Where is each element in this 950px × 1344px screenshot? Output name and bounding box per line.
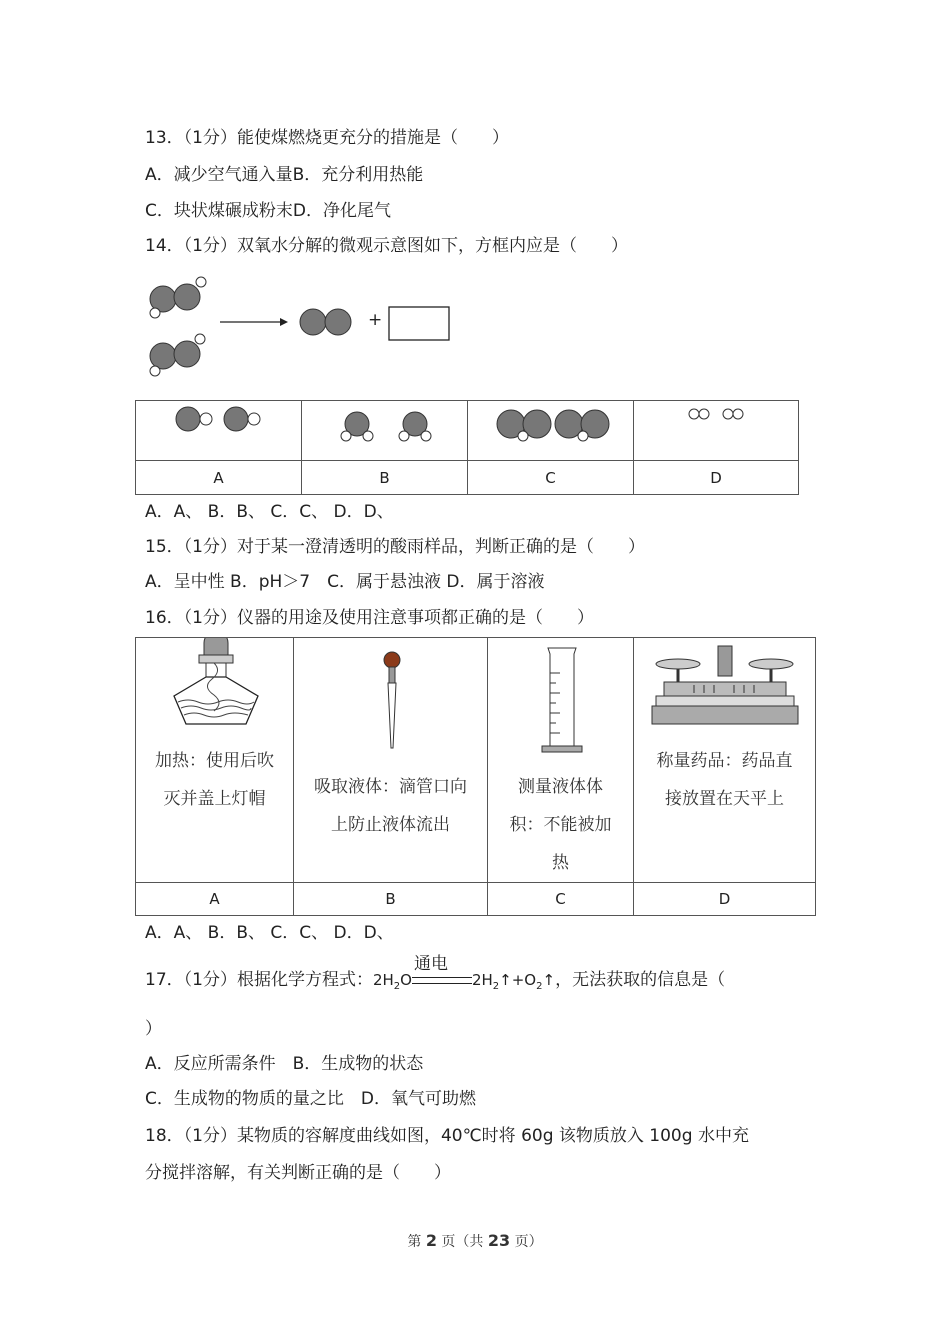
q14-plus-sign: +: [368, 310, 383, 330]
q13-stem: 13．（1分）能使煤燃烧更充分的措施是（ ）: [145, 128, 509, 148]
q14-option-d-diagram: [634, 401, 799, 461]
q18-stem-line1: 18．（1分）某物质的容解度曲线如图，40℃时将 60g 该物质放入 100g 水中充: [145, 1126, 749, 1146]
q15-options: A．呈中性 B．pH＞7 C．属于悬浊液 D．属于溶液: [145, 572, 545, 592]
q14-option-a-diagram: [136, 401, 302, 461]
q14-header-a: A: [136, 461, 302, 495]
q16-cell-b-line1: 吸取液体：滴管口向: [314, 777, 467, 797]
q16-cell-c-line1: 测量液体体: [518, 777, 603, 797]
q16-cell-d-line2: 接放置在天平上: [665, 789, 784, 809]
q17-stem-pre: 17．（1分）根据化学方程式：: [145, 970, 373, 990]
dropper-icon: [294, 638, 487, 758]
total-page-count: 23: [487, 1231, 511, 1250]
q17-options-ab: A．反应所需条件 B．生成物的状态: [145, 1054, 424, 1074]
q16-cell-a-line2: 灭并盖上灯帽: [163, 789, 266, 809]
balance-scale-icon: [634, 638, 815, 738]
q16-options-table: [135, 637, 816, 916]
q16-cell-a: [136, 638, 294, 883]
q16-cell-a-line1: 加热：使用后吹: [155, 751, 274, 771]
alcohol-lamp-icon: [136, 638, 293, 734]
q16-cell-c-line2: 积：不能被加: [509, 815, 612, 835]
q17-stem: [145, 954, 726, 992]
q15-stem: 15．（1分）对于某一澄清透明的酸雨样品，判断正确的是（ ）: [145, 537, 645, 557]
q16-cell-b-line2: 上防止液体流出: [331, 815, 450, 835]
page-footer: 第 2 页（共 23 页）: [407, 1231, 543, 1250]
q16-cell-c: [488, 638, 634, 883]
q16-header-d: D: [634, 883, 816, 916]
q13-options-cd: C．块状煤碾成粉末D．净化尾气: [145, 201, 391, 221]
q16-stem: 16．（1分）仪器的用途及使用注意事项都正确的是（ ）: [145, 608, 594, 628]
q18-stem-line2: 分搅拌溶解，有关判断正确的是（ ）: [145, 1163, 451, 1183]
q16-cell-c-line3: 热: [552, 853, 569, 873]
q16-cell-d-line1: 称量药品：药品直: [656, 751, 793, 771]
q17-stem-post: ，无法获取的信息是（: [555, 970, 726, 990]
graduated-cylinder-icon: [488, 638, 633, 760]
current-page-number: 2: [425, 1231, 437, 1250]
q14-header-d: D: [634, 461, 799, 495]
q16-options: A．A、 B．B、 C．C、 D．D、: [145, 923, 394, 943]
q14-options: A．A、 B．B、 C．C、 D．D、: [145, 502, 394, 522]
q14-stem: 14．（1分）双氧水分解的微观示意图如下，方框内应是（ ）: [145, 236, 628, 256]
q16-cell-b: [294, 638, 488, 883]
q17-options-cd: C．生成物的物质的量之比 D．氧气可助燃: [145, 1089, 476, 1109]
q16-cell-d: [634, 638, 816, 883]
q14-reaction-diagram: [140, 268, 470, 383]
q16-header-a: A: [136, 883, 294, 916]
q14-header-b: B: [302, 461, 468, 495]
q14-header-c: C: [468, 461, 634, 495]
q17-condition: 通电: [412, 971, 472, 989]
q14-options-table: [135, 400, 799, 495]
q14-option-b-diagram: [302, 401, 468, 461]
q17-equation: $2H_2O$ 通电 $2H_2↑+O_2↑$: [372, 954, 556, 992]
q16-header-c: C: [488, 883, 634, 916]
q13-options-ab: A．减少空气通入量B．充分利用热能: [145, 165, 424, 185]
q14-option-c-diagram: [468, 401, 634, 461]
q17-stem-close: ）: [145, 1019, 162, 1039]
q16-header-b: B: [294, 883, 488, 916]
